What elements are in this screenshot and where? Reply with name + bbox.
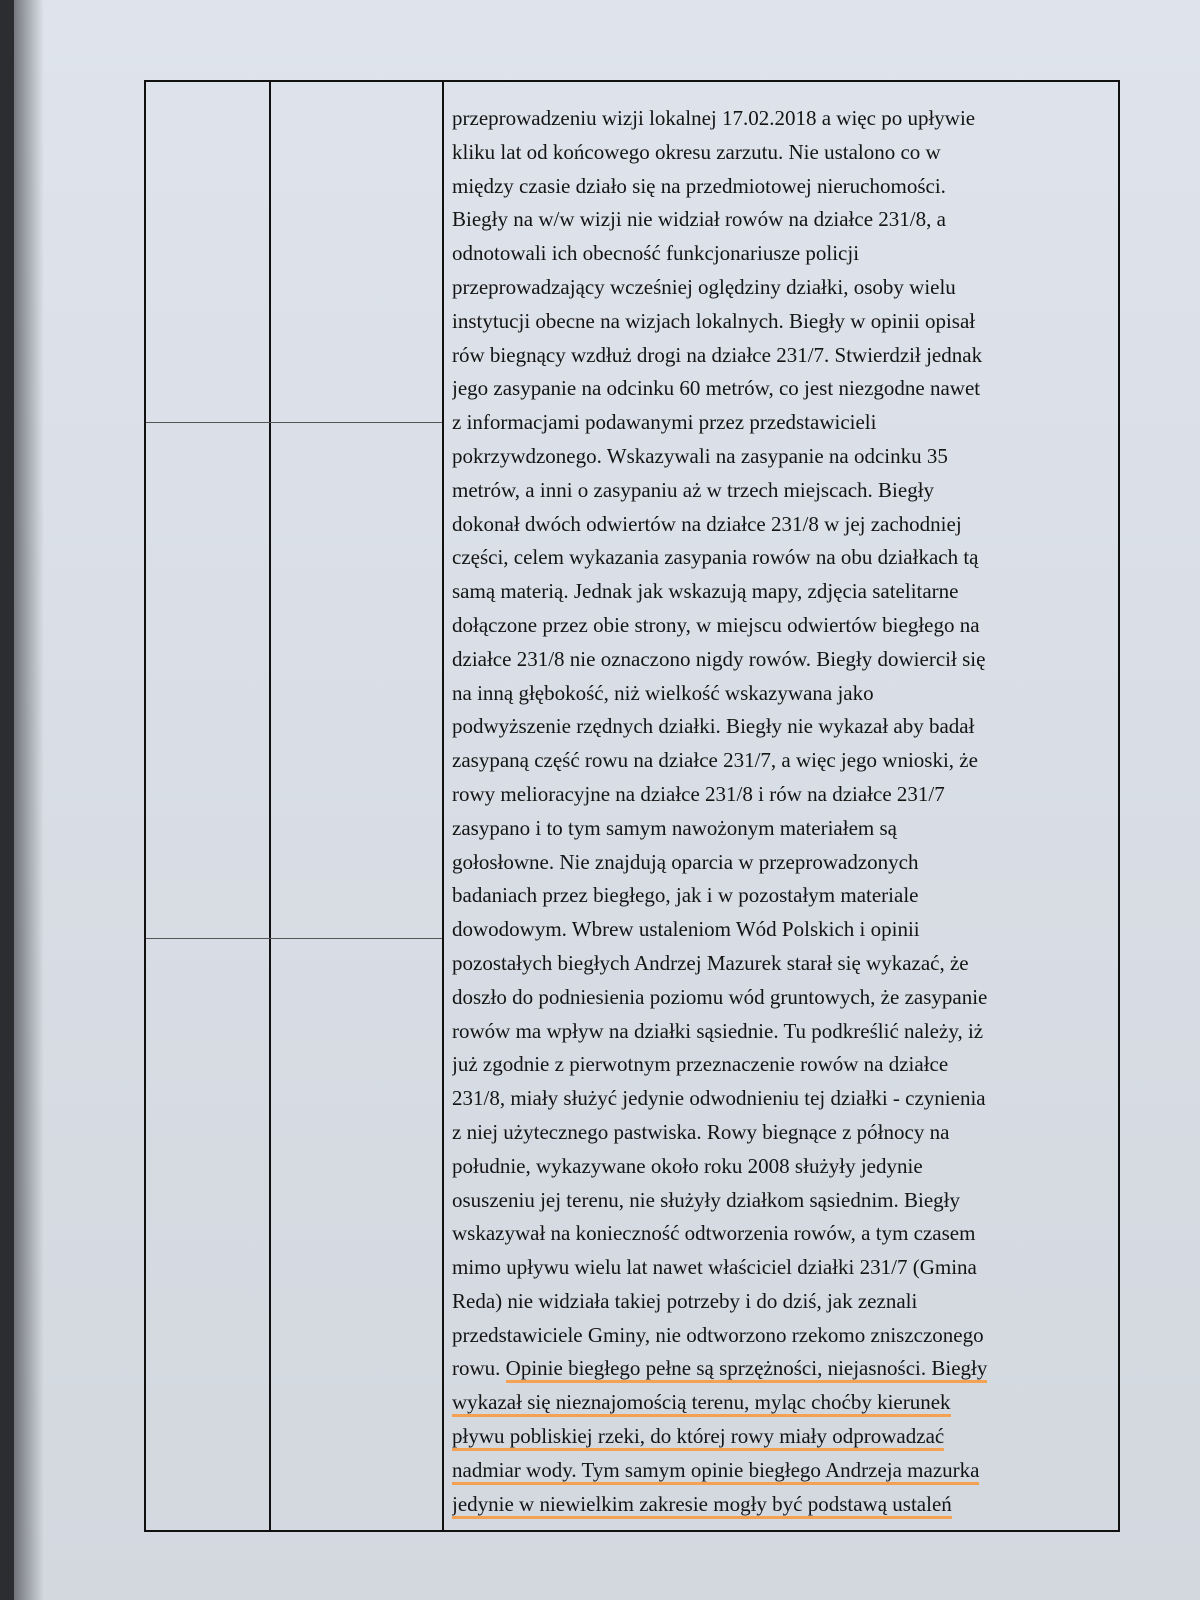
text-line: gołosłowne. Nie znajdują oparcia w przeprowadzonych	[452, 849, 919, 874]
text-line: samą materią. Jednak jak wskazują mapy, zdjęcia satelitarne	[452, 579, 959, 604]
text-line: instytucji obecne na wizjach lokalnych. Biegły w opinii opisał	[452, 308, 976, 333]
text-line: przeprowadzeniu wizji lokalnej 17.02.2018 a więc po upływie	[452, 106, 976, 130]
text-line	[452, 1386, 1092, 1420]
text-line: z informacjami podawanymi przez przedstawicieli	[452, 410, 877, 435]
highlighted-text: pływu pobliskiej rzeki, do której rowy miały odprowadzać	[452, 1424, 944, 1451]
page-edge-shadow	[14, 0, 44, 1600]
text-line: kliku lat od końcowego okresu zarzutu. Nie ustalono co w	[452, 139, 941, 164]
text-line: badaniach przez biegłego, jak i w pozostałym materiale	[452, 883, 919, 908]
row-divider	[146, 422, 442, 423]
text-line: wskazywał na konieczność odtworzenia rowów, a tym czasem	[452, 1221, 976, 1246]
highlighted-text: Opinie biegłego pełne są sprzężności, niejasności. Biegły	[506, 1356, 988, 1383]
text-line: 231/8, miały służyć jedynie odwodnieniu tej działki - czynienia	[452, 1086, 986, 1111]
text-line: południe, wykazywane około roku 2008 służyły jedynie	[452, 1153, 923, 1178]
text-line: rów biegnący wzdłuż drogi na działce 231/7. Stwierdził jednak	[452, 342, 983, 367]
column-divider	[442, 82, 444, 1530]
text-line: metrów, a inni o zasypaniu aż w trzech miejscach. Biegły	[452, 477, 935, 502]
text-line: podwyższenie rzędnych działki. Biegły nie wykazał aby badał	[452, 714, 975, 739]
text-line: części, celem wykazania zasypania rowów na obu działkach tą	[452, 545, 979, 570]
text-line: dokonał dwóch odwiertów na działce 231/8 w jej zachodniej	[452, 511, 962, 536]
text-line: doszło do podniesienia poziomu wód gruntowych, że zasypanie	[452, 984, 988, 1009]
text-line: przedstawiciele Gminy, nie odtworzono rzekomo zniszczonego	[452, 1322, 984, 1347]
text-line: działce 231/8 nie oznaczono nigdy rowów. Biegły dowiercił się	[452, 646, 986, 671]
column-divider	[269, 82, 271, 1530]
text-line	[452, 1420, 1092, 1454]
document-page	[14, 0, 1200, 1600]
text-line: odnotowali ich obecność funkcjonariusze policji	[452, 241, 860, 266]
text-line: między czasie działo się na przedmiotowej nieruchomości.	[452, 173, 946, 198]
text-line: dowodowym. Wbrew ustaleniom Wód Polskich i opinii	[452, 917, 920, 942]
text-line: przeprowadzający wcześniej oględziny działki, osoby wielu	[452, 274, 956, 299]
text-line	[452, 1454, 1092, 1488]
highlighted-text: nadmiar wody. Tym samym opinie biegłego Andrzeja mazurka	[452, 1458, 979, 1485]
highlighted-text: jedynie w niewielkim zakresie mogły być podstawą ustaleń	[452, 1492, 952, 1519]
text-line	[452, 1352, 1092, 1386]
row-divider	[146, 938, 442, 939]
text-line: rowów ma wpływ na działki sąsiednie. Tu podkreślić należy, iż	[452, 1018, 984, 1043]
text-line: osuszeniu jej terenu, nie służyły działkom sąsiednim. Biegły	[452, 1187, 960, 1212]
text-line: na inną głębokość, niż wielkość wskazywana jako	[452, 680, 874, 705]
text-line	[452, 1488, 1092, 1522]
text-line: z niej użytecznego pastwiska. Rowy biegnące z północy na	[452, 1119, 950, 1144]
highlighted-text: wykazał się nieznajomością terenu, myląc choćby kierunek	[452, 1390, 951, 1417]
text-line: już zgodnie z pierwotnym przeznaczenie rowów na działce	[452, 1052, 949, 1077]
table-frame	[144, 80, 1120, 1532]
text-line: zasypano i to tym samym nawożonym materiałem są	[452, 815, 897, 840]
text-line: rowy melioracyjne na działce 231/8 i rów na działce 231/7	[452, 781, 945, 806]
text-line: jego zasypanie na odcinku 60 metrów, co jest niezgodne nawet	[452, 376, 981, 401]
text-line: Reda) nie widziała takiej potrzeby i do dziś, jak zeznali	[452, 1288, 918, 1313]
text-line: pozostałych biegłych Andrzej Mazurek starał się wykazać, że	[452, 950, 969, 975]
text-line: dołączone przez obie strony, w miejscu odwiertów biegłego na	[452, 612, 980, 637]
text-line: Biegły na w/w wizji nie widział rowów na działce 231/8, a	[452, 207, 946, 232]
text-line: mimo upływu wielu lat nawet właściciel działki 231/7 (Gmina	[452, 1255, 977, 1280]
text-line: pokrzywdzonego. Wskazywali na zasypanie na odcinku 35	[452, 443, 948, 468]
text-line: zasypaną część rowu na działce 231/7, a więc jego wnioski, że	[452, 748, 978, 773]
main-text-column	[452, 102, 1092, 1522]
text-segment: rowu.	[452, 1356, 506, 1381]
